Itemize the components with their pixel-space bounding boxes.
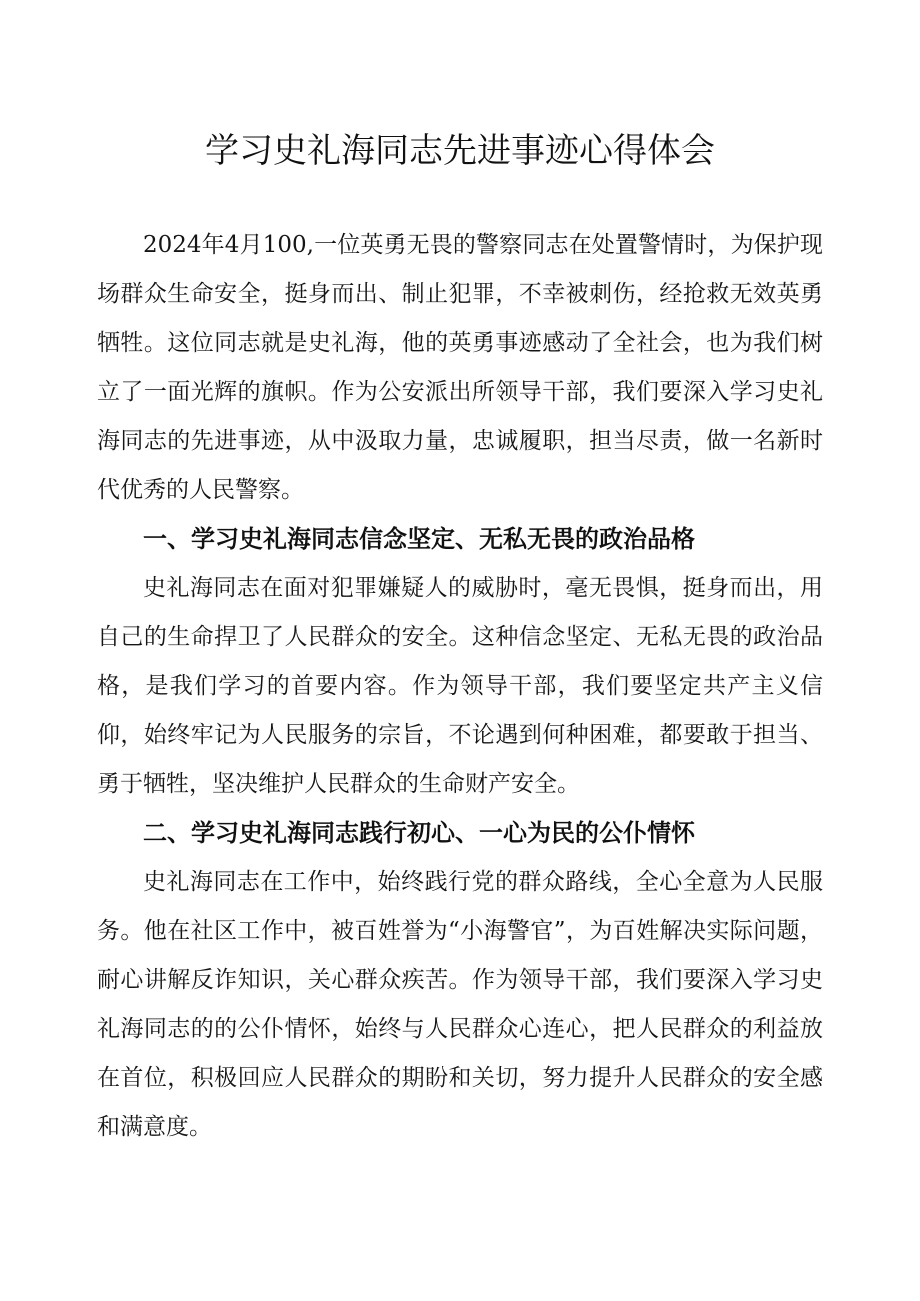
document-title: 学习史礼海同志先进事迹心得体会	[205, 131, 715, 171]
section-1	[97, 515, 823, 809]
section-heading: 二、学习史礼海同志践行初心、一心为民的公仆情怀	[143, 819, 695, 847]
section-heading: 一、学习史礼海同志信念坚定、无私无畏的政治品格	[143, 525, 695, 553]
section-2	[97, 809, 823, 1152]
section-body: 史礼海同志在工作中，始终践行党的群众路线，全心全意为人民服务。他在社区工作中，被百姓誉为“小海警官”，为百姓解决实际问题，耐心讲解反诈知识，关心群众疾苦。作为领导干部，我们要深入学习史礼海同志的的公仆情怀，始终与人民群众心连心，把人民群众的利益放在首位，积极回应人民群众的期盼和关切，努力提升人民群众的安全感和满意度。	[97, 869, 823, 1140]
intro-paragraph: 2024年4月100,一位英勇无畏的警察同志在处置警情时，为保护现场群众生命安全，挺身而出、制止犯罪，不幸被刺伤，经抢救无效英勇牺牲。这位同志就是史礼海，他的英勇事迹感动了全社会，也为我们树立了一面光辉的旗帜。作为公安派出所领导干部，我们要深入学习史礼海同志的先进事迹，从中汲取力量，忠诚履职，担当尽责，做一名新时代优秀的人民警察。	[97, 232, 823, 503]
section-body: 史礼海同志在面对犯罪嫌疑人的威胁时，毫无畏惧，挺身而出，用自己的生命捍卫了人民群众的安全。这种信念坚定、无私无畏的政治品格，是我们学习的首要内容。作为领导干部，我们要坚定共产主义信仰，始终牢记为人民服务的宗旨，不论遇到何种困难，都要敢于担当、勇于牺牲，坚决维护人民群众的生命财产安全。	[97, 575, 823, 797]
